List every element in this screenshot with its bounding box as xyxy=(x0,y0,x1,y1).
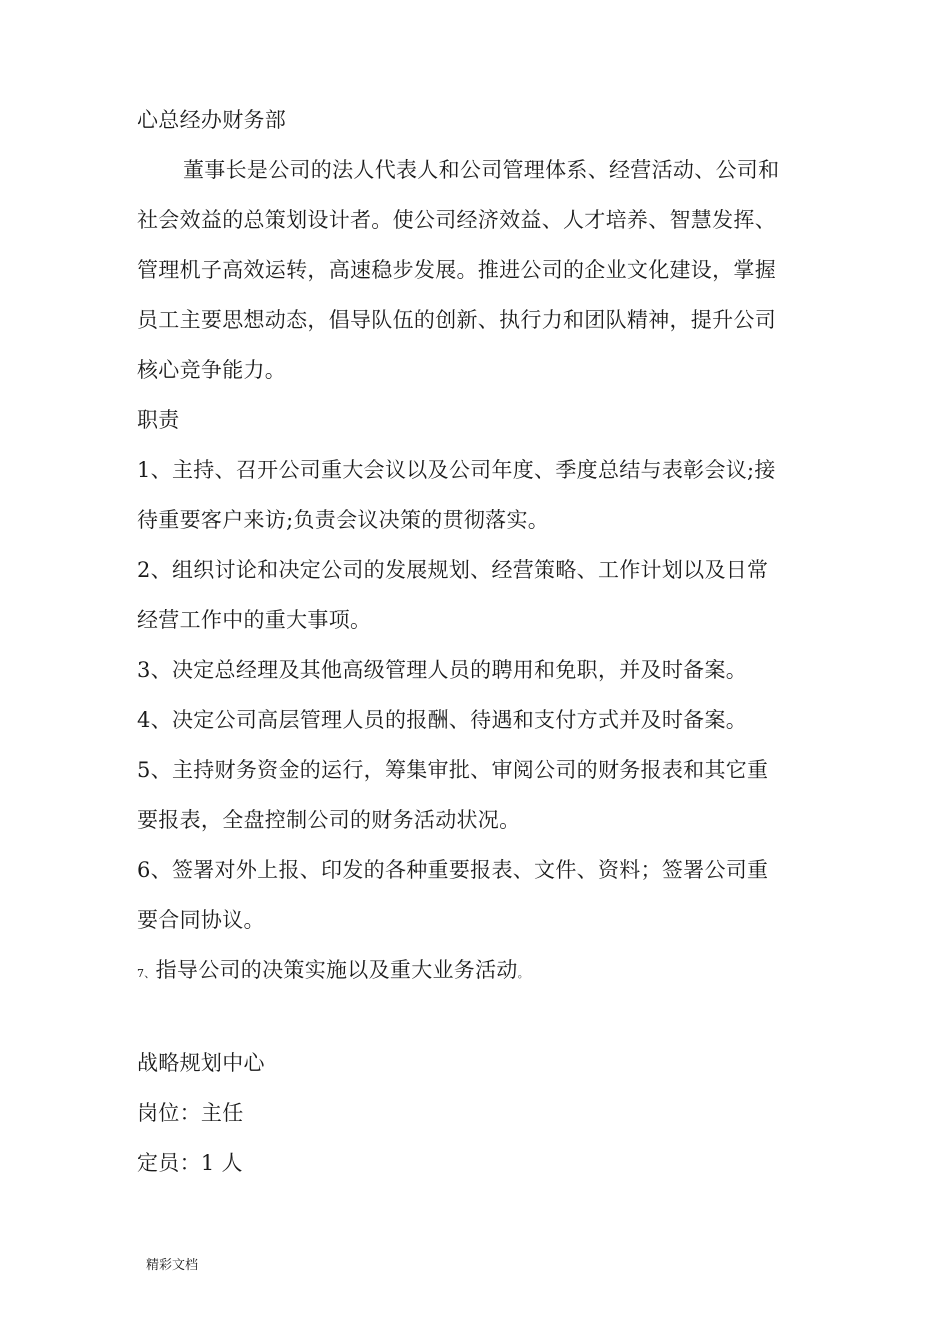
duty-2-line-1: 2、组织讨论和决定公司的发展规划、经营策略、工作计划以及日常 xyxy=(137,558,769,582)
duty-7-text: 指导公司的决策实施以及重大业务活动 xyxy=(155,958,518,982)
duty-1-line-1: 1、主持、召开公司重大会议以及公司年度、季度总结与表彰会议;接 xyxy=(137,458,776,482)
intro-line-3: 管理机子高效运转，高速稳步发展。推进公司的企业文化建设，掌握 xyxy=(137,258,776,282)
duty-4-line-1: 4、决定公司高层管理人员的报酬、待遇和支付方式并及时备案。 xyxy=(137,708,748,732)
duty-7-number: 7、 xyxy=(137,967,156,980)
page-footer: 精彩文档 xyxy=(146,1258,199,1273)
duty-6-line-2: 要合同协议。 xyxy=(137,908,265,932)
duties-heading: 职责 xyxy=(137,408,180,432)
office-heading: 心总经办财务部 xyxy=(137,108,287,132)
strategy-post: 岗位：主任 xyxy=(137,1101,244,1125)
duty-2-line-2: 经营工作中的重大事项。 xyxy=(137,608,372,632)
duty-5-line-2: 要报表，全盘控制公司的财务活动状况。 xyxy=(137,808,521,832)
duty-3-line-1: 3、决定总经理及其他高级管理人员的聘用和免职，并及时备案。 xyxy=(137,658,748,682)
intro-line-4: 员工主要思想动态，倡导队伍的创新、执行力和团队精神，提升公司 xyxy=(137,308,776,332)
intro-line-2: 社会效益的总策划设计者。使公司经济效益、人才培养、智慧发挥、 xyxy=(137,208,776,232)
strategy-headcount: 定员：1 人 xyxy=(137,1151,243,1175)
duty-7-period: 。 xyxy=(517,967,530,980)
duty-5-line-1: 5、主持财务资金的运行，筹集审批、审阅公司的财务报表和其它重 xyxy=(137,758,769,782)
duty-1-line-2: 待重要客户来访;负责会议决策的贯彻落实。 xyxy=(137,508,550,532)
strategy-heading: 战略规划中心 xyxy=(137,1051,265,1075)
duty-6-line-1: 6、签署对外上报、印发的各种重要报表、文件、资料；签署公司重 xyxy=(137,858,769,882)
duty-7-line xyxy=(137,957,529,987)
intro-line-5: 核心竞争能力。 xyxy=(137,358,287,382)
intro-line-1: 董事长是公司的法人代表人和公司管理体系、经营活动、公司和 xyxy=(183,158,780,182)
